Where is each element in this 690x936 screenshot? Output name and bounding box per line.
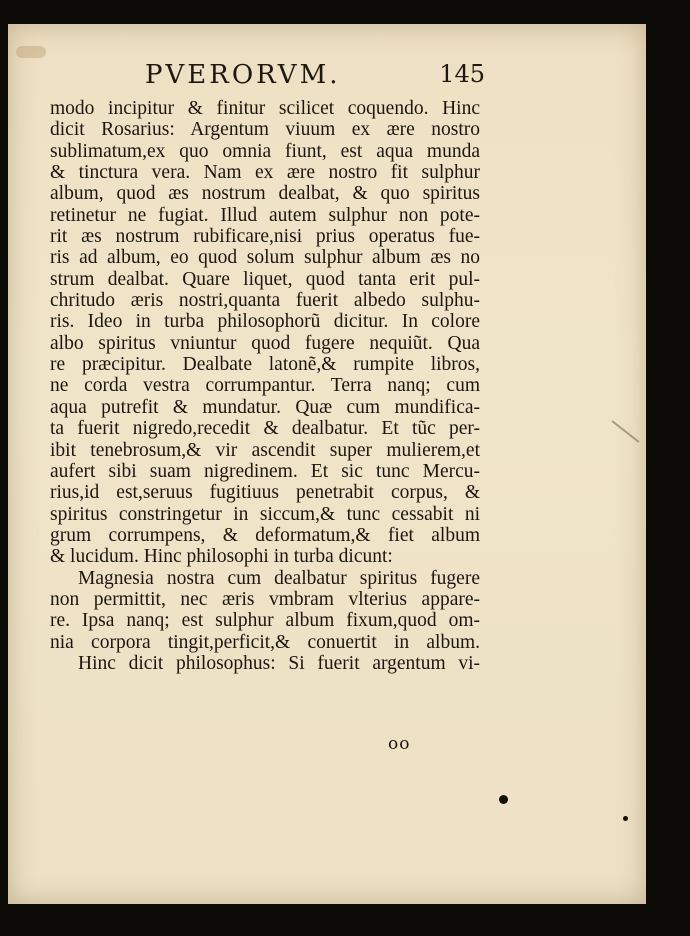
paragraph-start-line: Magnesia nostra cum dealbatur spiritus fugere	[78, 567, 480, 589]
text-line: dicit Rosarius: Argentum viuum ex ære nostro	[50, 119, 480, 141]
text-line: nia corpora tingit,perficit,& conuertit in album.	[50, 631, 480, 653]
text-line: aufert sibi suam nigredinem. Et sic tunc Mercu-	[50, 460, 480, 482]
text-line: albo spiritus vniuntur quod fugere nequiũt. Qua	[50, 332, 480, 354]
text-line: ibit tenebrosum,& vir ascendit super mulierem,et	[50, 439, 480, 461]
text-line: re. Ipsa nanq; est sulphur album fixum,quod om-	[50, 610, 480, 632]
page-header	[145, 60, 495, 94]
text-line: ne corda vestra corrumpantur. Terra nanq; cum	[50, 375, 480, 397]
paragraph-start-line: Hinc dicit philosophus: Si fuerit argentum vi-	[78, 652, 480, 674]
text-line: ris. Ideo in turba philosophorũ dicitur. In colore	[50, 311, 480, 333]
ink-spot	[499, 795, 508, 804]
body-text	[50, 98, 480, 674]
text-line: non permittit, nec æris vmbram vlterius appare-	[50, 588, 480, 610]
text-line: aqua putrefit & mundatur. Quæ cum mundifica-	[50, 396, 480, 418]
text-line: chritudo æris nostri,quanta fuerit albedo sulphu-	[50, 290, 480, 312]
text-line: ris ad album, eo quod solum sulphur album æs no	[50, 247, 480, 269]
catchword: oo	[388, 734, 411, 754]
text-line: album, quod æs nostrum dealbat, & quo spiritus	[50, 183, 480, 205]
text-line: grum corrumpens, & deformatum,& fiet album	[50, 524, 480, 546]
text-line: strum dealbat. Quare liquet, quod tanta erit pul-	[50, 268, 480, 290]
folio-number: 145	[439, 60, 485, 88]
running-head: PVERORVM.	[145, 60, 341, 90]
text-line: & lucidum. Hinc philosophi in turba dicunt:	[50, 546, 393, 568]
paper-stain	[16, 46, 46, 58]
text-line: re præcipitur. Dealbate latonẽ,& rumpite libros,	[50, 354, 480, 376]
text-line: rius,id est,seruus fugitiuus penetrabit corpus, &	[50, 482, 480, 504]
text-line: retinetur ne fugiat. Illud autem sulphur non pote-	[50, 204, 480, 226]
text-line: spiritus constringetur in siccum,& tunc cessabit ni	[50, 503, 480, 525]
text-line: & tinctura vera. Nam ex ære nostro fit sulphur	[50, 162, 480, 184]
text-line: ta fuerit nigredo,recedit & dealbatur. Et tũc per-	[50, 418, 480, 440]
text-line: modo incipitur & finitur scilicet coquendo. Hinc	[50, 98, 480, 119]
text-line: sublimatum,ex quo omnia fiunt, est aqua munda	[50, 140, 480, 162]
text-line: rit æs nostrum rubificare,nisi prius operatus fue-	[50, 226, 480, 248]
ink-spot	[623, 816, 628, 821]
